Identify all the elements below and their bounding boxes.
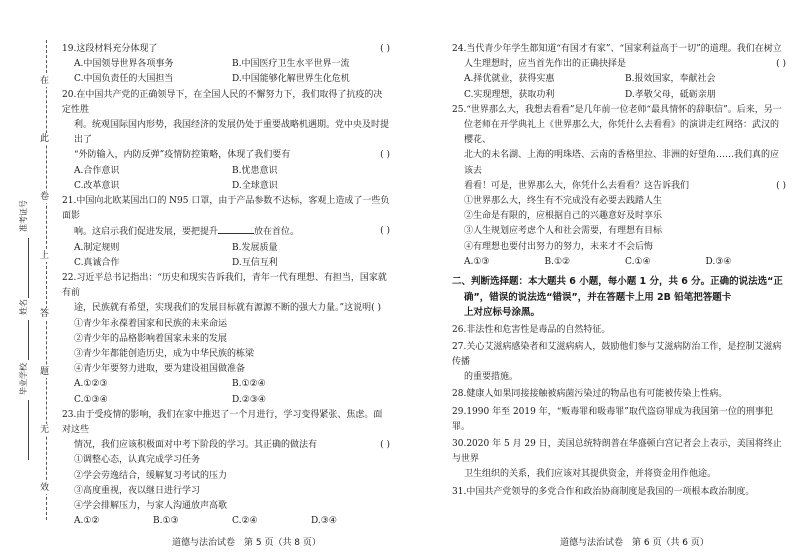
option[interactable]: B.①② (544, 256, 571, 267)
option[interactable]: B.①②④ (232, 379, 266, 390)
question-stem-line (62, 271, 390, 301)
option[interactable]: A.①②③ (74, 379, 108, 390)
section-heading-line: 上对应标号涂黑。 (464, 307, 541, 319)
binding-dashed-line (46, 40, 47, 520)
option[interactable]: A.中国领导世界各项事务 (74, 59, 174, 70)
option[interactable]: B.①③ (153, 516, 179, 527)
option[interactable]: D.②③④ (232, 394, 266, 405)
judge-line: 29.1990 年至 2019 年，“贩毒罪和吸毒罪”取代盗窃罪成为我国第一位的刑事犯罪。 (452, 406, 773, 432)
section-heading-line: 二、判断选择题：本大题共 6 小题，每小题 1 分，共 6 分。正确的说法选“正 (452, 276, 783, 288)
stem-text: 25.“世界那么大，我想去看看”是几年前一位老师“最具情怀的辞职信”。后来，另一 (452, 104, 782, 115)
left-page (62, 42, 390, 530)
option[interactable]: C.真诚合作 (74, 257, 120, 268)
statement-item: ①调整心态，认真完成学习任务 (74, 455, 201, 466)
judge-line: 31.中国共产党领导的多党合作和政治协商制度是我国的一项根本政治制度。 (452, 486, 755, 497)
answer-parentheses[interactable]: ( ) (380, 440, 390, 451)
judge-line: 28.健康人如果同接接触被病菌污染过的物品也有可能被传染上性病。 (452, 389, 728, 400)
name-field[interactable] (28, 320, 29, 360)
binding-char: 无 (40, 425, 50, 435)
stem-text: 20.在中国共产党的正确领导下，在全国人民的不懈努力下，我们取得了抗疫的决定性胜 (62, 89, 383, 115)
judge-question (452, 405, 786, 435)
question (62, 88, 390, 194)
stem-text: 23.由于受疫情的影响，我们在家中推迟了一个月进行，学习变得紧张、焦虑。面对这些 (62, 409, 383, 436)
option[interactable]: B.发展质量 (232, 242, 278, 253)
option[interactable]: C.改革意识 (74, 180, 120, 191)
question-stem-line (62, 301, 390, 316)
binding-char: 答 (40, 309, 50, 319)
option[interactable]: A.①② (74, 516, 100, 527)
question-stem-line (62, 88, 390, 118)
question-stem-line (62, 408, 390, 438)
option[interactable]: B.忧患意识 (232, 165, 278, 176)
judge-question (452, 387, 786, 402)
answer-parentheses[interactable]: ( ) (380, 44, 390, 54)
judge-question (452, 437, 786, 483)
answer-parentheses[interactable]: ( ) (380, 226, 390, 237)
option[interactable]: A.合作意识 (74, 165, 120, 176)
judge-line: 的重要措施。 (464, 372, 519, 383)
binding-char: 上 (40, 251, 50, 261)
option[interactable]: D.互信互利 (232, 257, 278, 268)
question (62, 271, 390, 408)
question-stem-line (452, 179, 786, 194)
option-group (62, 377, 390, 407)
answer-parentheses[interactable]: ( ) (776, 180, 786, 191)
statement-item: ③人生规划应考虑个人和社会需要，有理想有目标 (464, 226, 663, 237)
option[interactable]: D.全球意识 (232, 180, 278, 191)
exam-number-field[interactable] (28, 238, 29, 298)
option[interactable]: D.中国能够化解世界生化危机 (232, 74, 350, 85)
answer-parentheses[interactable]: ( ) (380, 150, 390, 161)
question-stem-line (452, 103, 786, 118)
stem-text: 响。这启示我们促进发展，要把提升 (74, 227, 219, 238)
question-stem-line (62, 42, 390, 57)
right-page (452, 42, 786, 500)
option-group (62, 57, 390, 87)
statement-item: ②学会劳逸结合，缓解复习考试的压力 (74, 470, 228, 481)
judge-question (452, 340, 786, 386)
option[interactable]: D.③④ (705, 256, 732, 267)
option[interactable]: D.③④ (311, 516, 337, 527)
binding-margin (0, 0, 58, 560)
option-group (62, 164, 390, 194)
option[interactable]: A.①③ (464, 256, 490, 267)
statement-item: ③青少年都能创造历史，成为中华民族的栋梁 (74, 349, 255, 360)
section-heading-line: 确”，错误的说法选“错误”，并在答题卡上用 2B 铅笔把答题卡 (464, 291, 732, 303)
option[interactable]: C.①③④ (74, 394, 108, 405)
judge-question (452, 485, 786, 500)
option[interactable]: C.②④ (232, 516, 258, 527)
option[interactable]: C.实现理想，获取功利 (464, 89, 555, 100)
option[interactable]: C.①④ (625, 256, 651, 267)
option-group (62, 514, 390, 529)
footer-left: 道德与法治试卷 第 5 页（共 8 页） (172, 538, 321, 548)
statement-item: ①青少年永葆着国家和民族的未来命运 (74, 318, 228, 329)
stem-text: 位老师在开学典礼上《世界那么大，你凭什么去看看》的演讲走红网络：武汉的樱花、 (464, 120, 780, 146)
binding-char: 题 (40, 367, 50, 377)
question (62, 42, 390, 88)
question-stem-line (62, 438, 390, 453)
judge-line: 27.关心艾滋病感染者和艾滋病病人，鼓励他们参与艾滋病防治工作，是控制艾滋病传播 (452, 341, 782, 367)
stem-text: 北大的未名湖、上海的明珠塔、云南的香格里拉、非洲的好望角……我们真的应该去 (464, 150, 780, 176)
question (452, 42, 786, 103)
judge-line: 26.非法性和危害性是毒品的自然特征。 (452, 324, 611, 335)
judge-line: 30.2020 年 5 月 29 日，美国总统特朗普在华盛顿白宫记者会上表示，美国将终止与世界 (452, 438, 782, 465)
question-stem-line (452, 148, 786, 178)
stem-tail: 放在首位。 (254, 227, 300, 238)
statement-item: ④有理想也要付出努力的努力，未来才不会后悔 (464, 241, 654, 252)
stem-text: 人生理想时，应当首先作出的正确抉择是 (464, 59, 627, 70)
option-group (452, 72, 786, 102)
question-stem-line (452, 57, 786, 72)
statement-item: ③高度重视，夜以继日进行学习 (74, 485, 201, 496)
statement-item: ④学会排解压力，与家人沟通放声高歌 (74, 501, 228, 512)
question-stem-line (452, 42, 786, 57)
stem-text: 途，民族就有希望，实现我们的发展目标就有源源不断的强大力量。”这说明( ) (74, 303, 381, 314)
name-label: 姓名 (19, 299, 28, 315)
school-field[interactable] (28, 400, 29, 460)
binding-char: 卷 (40, 192, 50, 202)
answer-parentheses[interactable]: ( ) (776, 59, 786, 70)
answer-blank[interactable] (218, 224, 254, 234)
statement-item: ①世界那么大，终生有不完成没有必要去践踏人生 (464, 196, 663, 207)
binding-char: 效 (40, 483, 50, 493)
section-heading (452, 274, 786, 321)
judge-line: 卫生组织的关系，我们应该对其提供资金，并将资金用作他途。 (464, 469, 717, 480)
stem-text: “外防输入，内防反弹”疫情防控策略，体现了我们要有 (74, 150, 291, 161)
school-label: 毕业学校 (19, 363, 28, 395)
question-stem-line (62, 148, 390, 163)
question-stem-line (452, 118, 786, 148)
stem-text: 19.这段材料充分体现了 (62, 44, 158, 54)
stem-text: 21.中国向北欧某国出口的 N95 口罩，由于产品参数不达标，客观上造成了一些负面影 (62, 196, 390, 222)
option-group (452, 255, 786, 270)
stem-text: 看看！可是，世界那么大，你凭什么去看看？这告诉我们 (464, 180, 690, 191)
stem-text: 24.当代青少年学生都知道“有国才有家”、“国家利益高于一切”的道理。我们在树立 (452, 44, 782, 54)
question-stem-line (62, 224, 390, 240)
option[interactable]: C.中国负责任的大国担当 (74, 74, 174, 85)
footer-right: 道德与法治试卷 第 6 页（共 6 页） (560, 538, 709, 548)
option[interactable]: B.报效国家，奉献社会 (625, 74, 716, 85)
option[interactable]: A.择优就业，获得实惠 (464, 74, 555, 85)
option-group (62, 241, 390, 271)
option[interactable]: D.孝敬父母，砥砺亲朋 (625, 89, 716, 100)
question (62, 408, 390, 530)
exam-number-label: 准考证号 (19, 200, 28, 232)
statement-item: ②生命是有限的，应根据自己的兴趣意好及时享乐 (464, 211, 663, 222)
binding-char: 此 (40, 134, 50, 144)
stem-text: 情况，我们应该积极面对中考下阶段的学习。其正确的做法有 (74, 440, 318, 451)
binding-char: 在 (40, 76, 50, 86)
question-stem-line (62, 194, 390, 224)
question-stem-line (62, 118, 390, 148)
stem-text: 22.习近平总书记指出：“历史和现实告诉我们，青年一代有理想、有担当，国家就有前 (62, 273, 387, 299)
statement-item: ②青少年的品格影响着国家未来的发展 (74, 333, 228, 344)
question (452, 103, 786, 270)
question (62, 194, 390, 271)
judge-question (452, 323, 786, 338)
stem-text: 利。统观国际国内形势，我国经济的发展仍处于重要战略机遇期。党中央及时提出了 (74, 120, 390, 146)
statement-item: ④青少年要努力进取，要为建设祖国做准备 (74, 364, 246, 375)
option[interactable]: B.中国医疗卫生水平世界一流 (232, 59, 350, 70)
option[interactable]: A.制定规则 (74, 242, 120, 253)
